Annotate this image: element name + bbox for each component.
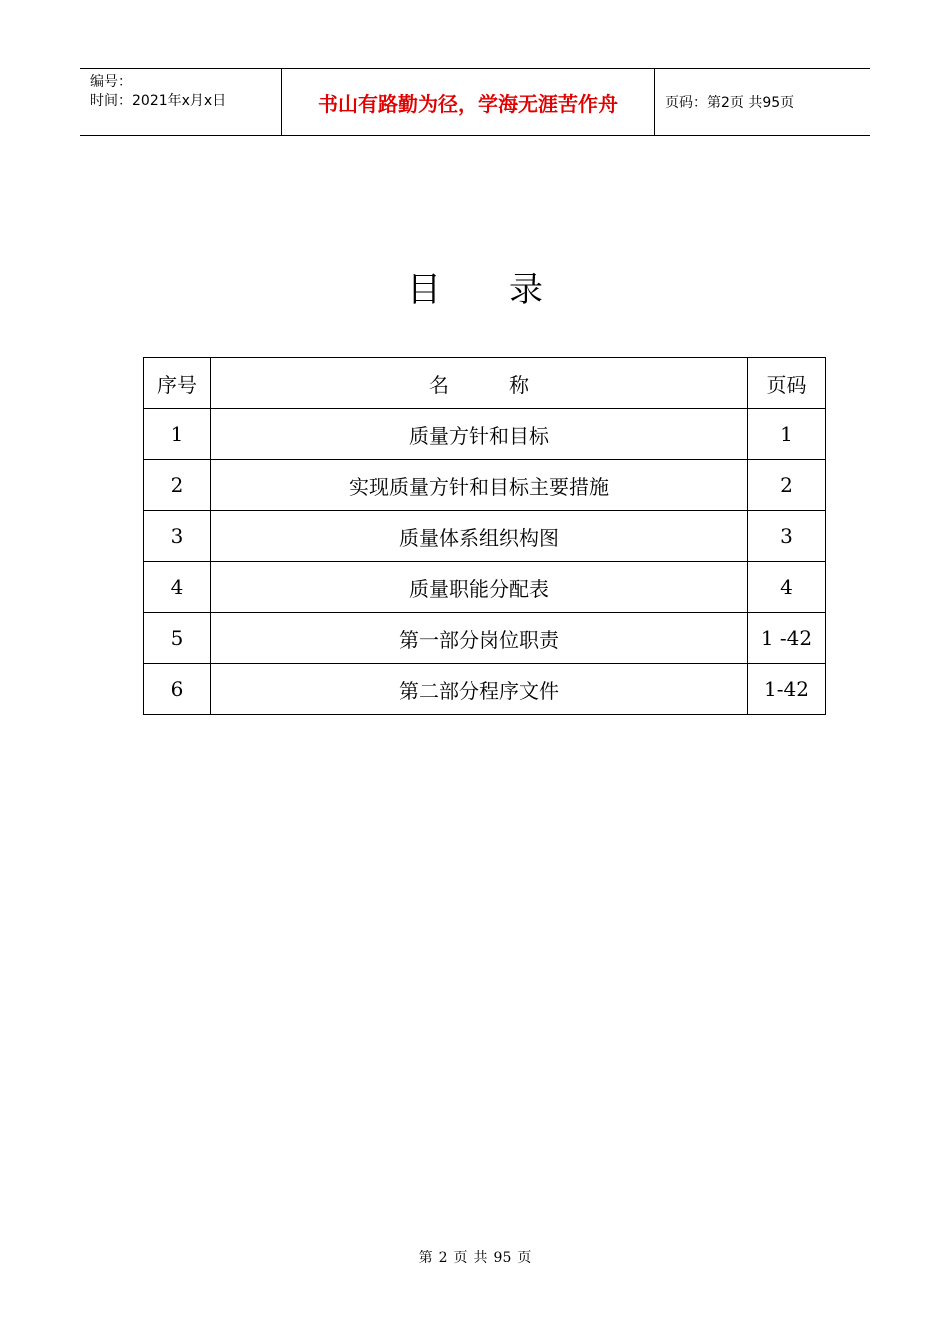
footer-prefix: 第 <box>418 1250 433 1266</box>
header-page-info-text: 页码：第2页 共95页 <box>665 95 795 111</box>
toc-row <box>144 613 826 664</box>
toc-row <box>144 511 826 562</box>
toc-row-name: 第一部分岗位职责 <box>211 613 748 664</box>
toc-row-name: 质量方针和目标 <box>211 409 748 460</box>
toc-row-name: 第二部分程序文件 <box>211 664 748 715</box>
footer-current-page: 2 <box>438 1250 448 1266</box>
title-char-2: 录 <box>509 270 543 310</box>
toc-row <box>144 460 826 511</box>
toc-row <box>144 664 826 715</box>
toc-row-page: 2 <box>748 460 826 511</box>
header-meta <box>80 69 281 135</box>
toc-header-row <box>144 358 826 409</box>
toc-header-page: 页码 <box>748 358 826 409</box>
toc-row-name: 实现质量方针和目标主要措施 <box>211 460 748 511</box>
footer-suffix: 页 <box>517 1250 532 1266</box>
toc-row-page: 1 <box>748 409 826 460</box>
toc-header-name-part2: 称 <box>509 372 529 397</box>
toc-table <box>143 357 826 715</box>
toc-header-seq: 序号 <box>144 358 211 409</box>
toc-row-seq: 2 <box>144 460 211 511</box>
header-number-label: 编号： <box>90 74 132 90</box>
toc-row-seq: 6 <box>144 664 211 715</box>
footer-page-word: 页 <box>453 1250 468 1266</box>
toc-row-seq: 5 <box>144 613 211 664</box>
toc-row-seq: 3 <box>144 511 211 562</box>
document-title <box>0 262 950 311</box>
footer-total-label: 共 <box>473 1250 488 1266</box>
toc-row-seq: 4 <box>144 562 211 613</box>
toc-row-page: 1 -42 <box>748 613 826 664</box>
toc-row-page: 1-42 <box>748 664 826 715</box>
toc-row-name: 质量体系组织构图 <box>211 511 748 562</box>
toc-row-seq: 1 <box>144 409 211 460</box>
toc-row <box>144 562 826 613</box>
title-char-1: 目 <box>407 270 441 310</box>
toc-header-name-part1: 名 <box>429 372 449 397</box>
header-page-info <box>655 69 870 135</box>
toc-row-page: 3 <box>748 511 826 562</box>
page-header <box>80 68 870 136</box>
page-footer <box>0 1247 950 1267</box>
toc-row <box>144 409 826 460</box>
header-time-label: 时间：2021年x月x日 <box>90 93 227 109</box>
toc-row-page: 4 <box>748 562 826 613</box>
header-motto: 书山有路勤为径，学海无涯苦作舟 <box>281 69 655 135</box>
toc-row-name: 质量职能分配表 <box>211 562 748 613</box>
toc-header-name <box>211 358 748 409</box>
footer-total-pages: 95 <box>493 1250 512 1266</box>
